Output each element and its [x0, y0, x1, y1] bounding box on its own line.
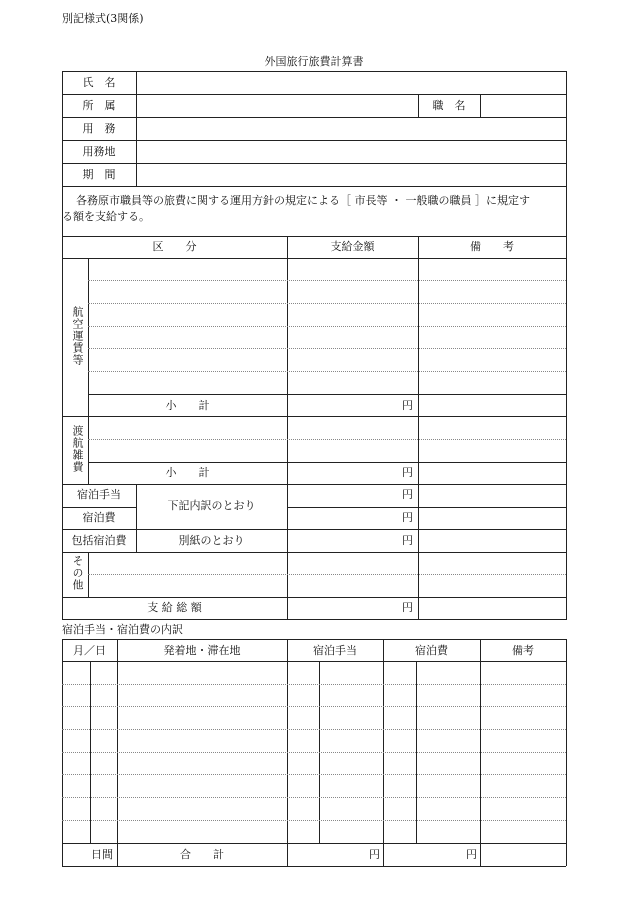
name-label: 氏 名	[82, 76, 116, 89]
allowance-total-yen: 円	[369, 848, 380, 861]
airfare-subtotal-yen: 円	[402, 399, 413, 412]
business-field[interactable]	[138, 119, 564, 139]
breakdown-caption: 宿泊手当・宿泊費の内訳	[62, 623, 183, 636]
grand-total-label: 支 給 総 額	[147, 601, 202, 614]
fee-total-yen: 円	[466, 848, 477, 861]
dept-field[interactable]	[138, 96, 416, 116]
statement-line-1: 各務原市職員等の旅費に関する運用方針の規定による［ 市長等 ・ 一般職の職員 ］に規定す	[76, 194, 530, 207]
airfare-item-1[interactable]	[90, 260, 285, 278]
place-label: 用務地	[82, 145, 116, 158]
remarks-header: 備 考	[470, 240, 514, 253]
travel-misc-label: 渡航雑費	[71, 425, 84, 473]
month-cell[interactable]	[64, 663, 89, 682]
travel-misc-subtotal-label: 小 計	[165, 466, 210, 479]
airfare-amount-1[interactable]	[289, 260, 416, 278]
lodging-fee-label: 宿泊費	[82, 511, 116, 524]
other-label: その他	[71, 555, 84, 591]
period-field[interactable]	[138, 165, 564, 185]
statement-line-2: る額を支給する。	[62, 210, 150, 223]
place-header: 発着地・滞在地	[163, 644, 241, 657]
allowance-header: 宿泊手当	[313, 644, 357, 657]
place-field[interactable]	[138, 142, 564, 162]
lodging-allowance-label: 宿泊手当	[77, 488, 121, 501]
travel-misc-subtotal-yen: 円	[402, 466, 413, 479]
form-style-note: 別記様式(3関係)	[62, 12, 144, 25]
lodging-allowance-yen: 円	[402, 488, 413, 501]
grand-total-yen: 円	[402, 601, 413, 614]
dept-label: 所 属	[82, 99, 116, 112]
position-field[interactable]	[482, 96, 564, 116]
days-label: 日間	[91, 848, 113, 861]
position-label: 職 名	[432, 99, 466, 112]
inclusive-lodging-label: 包括宿泊費	[71, 534, 127, 547]
period-label: 期 間	[82, 168, 116, 181]
day-cell[interactable]	[92, 663, 116, 682]
inclusive-lodging-yen: 円	[402, 534, 413, 547]
breakdown-remarks-header: 備考	[512, 644, 534, 657]
amount-header: 支給金額	[330, 240, 375, 253]
breakdown-total-label: 合 計	[180, 848, 224, 861]
airfare-label: 航空運賃等	[71, 306, 84, 366]
name-field[interactable]	[138, 73, 564, 93]
airfare-subtotal-label: 小 計	[165, 399, 210, 412]
business-label: 用 務	[82, 122, 116, 135]
per-breakdown-note: 下記内訳のとおり	[167, 499, 256, 512]
page-title: 外国旅行旅費計算書	[264, 55, 364, 68]
lodging-fee-yen: 円	[402, 511, 413, 524]
date-header: 月／日	[73, 644, 106, 657]
category-header: 区 分	[152, 240, 197, 253]
per-attachment-note: 別紙のとおり	[178, 534, 245, 547]
fee-header: 宿泊費	[415, 644, 448, 657]
